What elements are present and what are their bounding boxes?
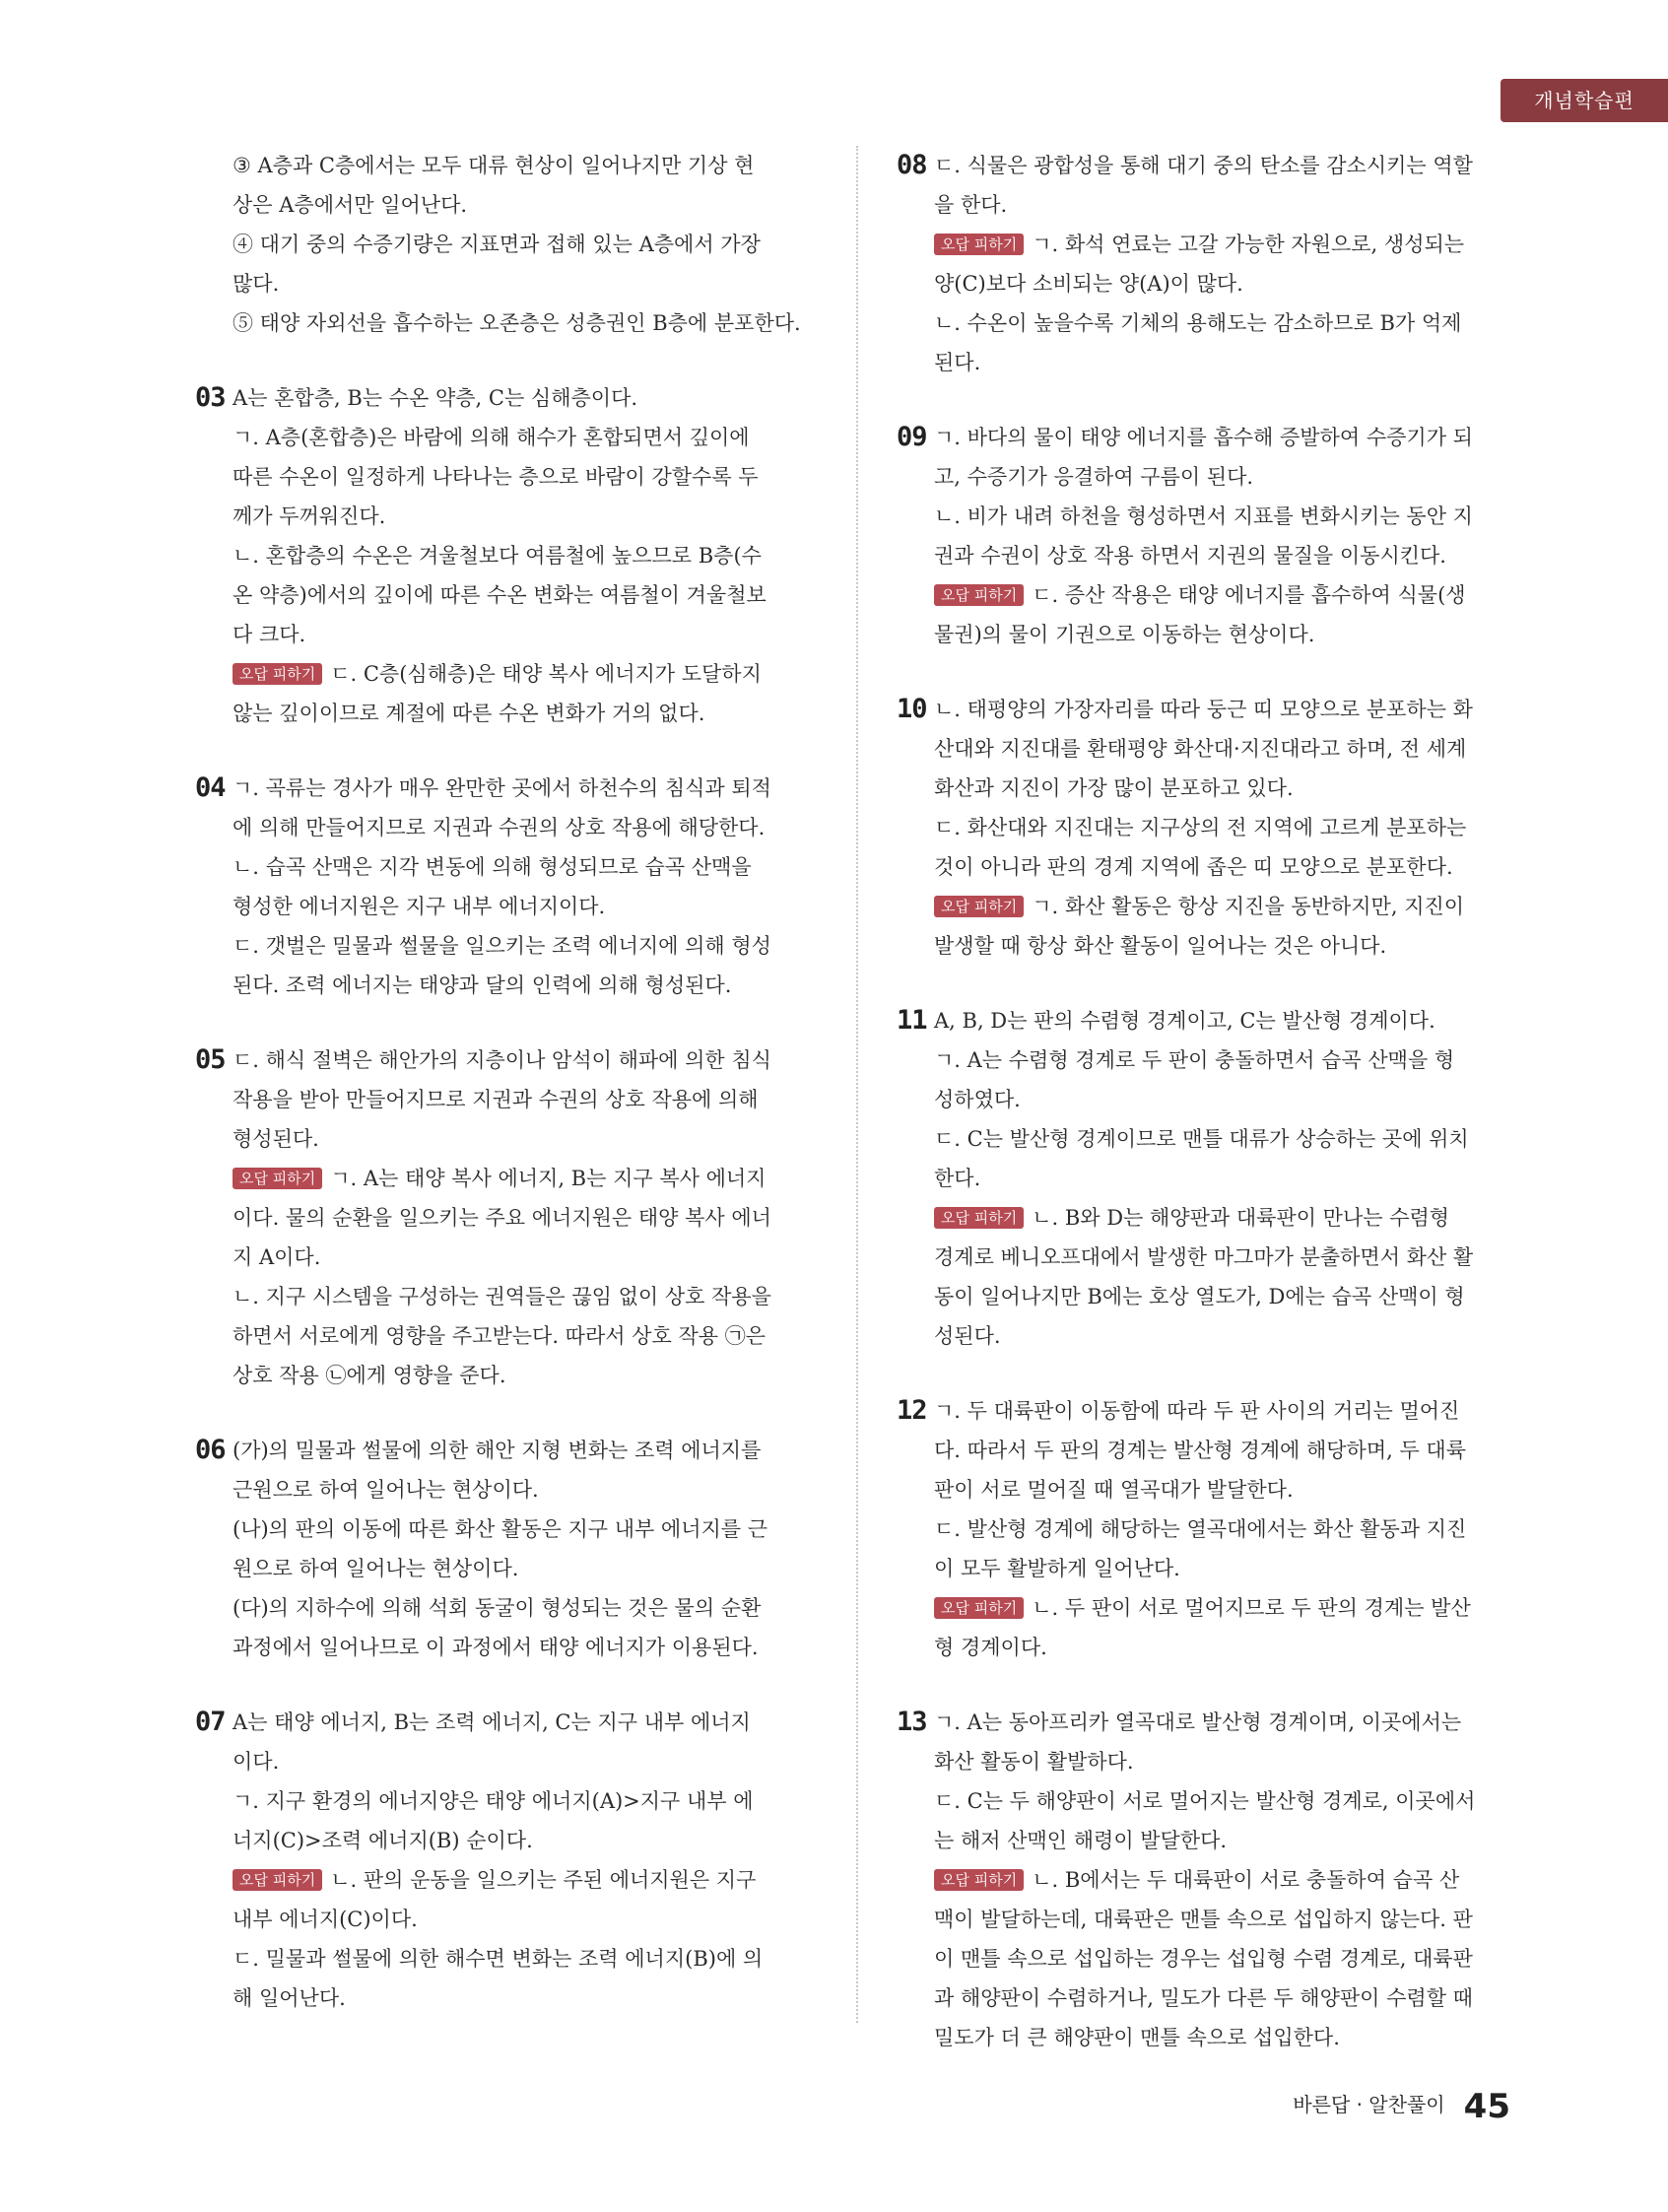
answer-text: ㄷ. C층(심해층)은 태양 복사 에너지가 도달하지 (330, 662, 762, 686)
answer-text: ㄷ. 갯벌은 밀물과 썰물을 일으키는 조력 에너지에 의해 형성 (233, 934, 771, 958)
answer-line (934, 575, 1517, 615)
answer-text: 하면서 서로에게 영향을 주고받는다. 따라서 상호 작용 ㉠은 (233, 1324, 766, 1348)
answer-line (233, 1588, 816, 1628)
answer-item (195, 146, 816, 343)
section-tab: 개념학습편 (1501, 79, 1668, 122)
column-divider (856, 146, 858, 2023)
answer-line (233, 1431, 816, 1470)
answer-text: ㄱ. 화석 연료는 고갈 가능한 자원으로, 생성되는 (1032, 233, 1465, 256)
answer-text: 온 약층)에서의 깊이에 따른 수온 변화는 여름철이 겨울철보 (233, 583, 767, 607)
answer-line (233, 966, 816, 1005)
question-number: 12 (897, 1395, 927, 1426)
wrong-answer-badge: 오답 피하기 (233, 663, 322, 685)
answer-text: 고, 수증기가 응결하여 구름이 된다. (934, 465, 1254, 489)
answer-line (233, 926, 816, 966)
answer-line (233, 1470, 816, 1509)
answer-line (934, 1900, 1517, 1939)
answer-line (233, 225, 816, 264)
question-number: 08 (897, 150, 927, 180)
answer-text: 권과 수권이 상호 작용 하면서 지권의 물질을 이동시킨다. (934, 544, 1446, 568)
answer-text: 께가 두꺼워진다. (233, 504, 386, 528)
answer-text: ㄱ. 두 대륙판이 이동함에 따라 두 판 사이의 거리는 멀어진 (934, 1399, 1460, 1423)
answer-text: 상은 A층에서만 일어난다. (233, 193, 468, 217)
answer-text: ⑤ 태양 자외선을 흡수하는 오존층은 성층권인 B층에 분포한다. (233, 311, 801, 335)
footer-text: 바른답 · 알찬풀이 (1293, 2093, 1445, 2116)
answer-item (897, 1703, 1517, 2057)
answer-line (233, 457, 816, 497)
answer-text: ㄴ. B와 D는 해양판과 대륙판이 만나는 수렴형 (1032, 1206, 1450, 1230)
answer-item (897, 146, 1517, 382)
answer-line (233, 1159, 816, 1198)
answer-line (233, 1198, 816, 1238)
answer-text: 이 모두 활발하게 일어난다. (934, 1557, 1180, 1580)
answer-line (233, 1316, 816, 1356)
answer-text: ㄷ. 발산형 경계에 해당하는 열곡대에서는 화산 활동과 지진 (934, 1517, 1467, 1541)
answer-text: ㄱ. A층(혼합층)은 바람에 의해 해수가 혼합되면서 깊이에 (233, 426, 750, 449)
answer-text: ㄷ. C는 발산형 경계이므로 맨틀 대류가 상승하는 곳에 위치 (934, 1127, 1469, 1151)
answer-text: ㄱ. A는 동아프리카 열곡대로 발산형 경계이며, 이곳에서는 (934, 1710, 1462, 1734)
answer-line (934, 1391, 1517, 1431)
answer-line (233, 575, 816, 615)
answer-line (233, 1703, 816, 1742)
answer-text: 경계로 베니오프대에서 발생한 마그마가 분출하면서 화산 활 (934, 1245, 1474, 1269)
answer-line (233, 654, 816, 694)
wrong-answer-badge: 오답 피하기 (233, 1168, 322, 1189)
answer-text: 성하였다. (934, 1088, 1021, 1111)
answer-text: (다)의 지하수에 의해 석회 동굴이 형성되는 것은 물의 순환 (233, 1596, 762, 1620)
answer-item (897, 1001, 1517, 1356)
answer-text: ㄱ. 곡류는 경사가 매우 완만한 곳에서 하천수의 침식과 퇴적 (233, 776, 771, 800)
answer-line (934, 1431, 1517, 1470)
answer-line (934, 1119, 1517, 1159)
answer-text: 동이 일어나지만 B에는 호상 열도가, D에는 습곡 산맥이 형 (934, 1285, 1465, 1308)
answer-text: 한다. (934, 1167, 981, 1190)
answer-line (233, 1080, 816, 1119)
answer-text: ㄴ. 수온이 높을수록 기체의 용해도는 감소하므로 B가 억제 (934, 311, 1462, 335)
answer-text: 내부 에너지(C)이다. (233, 1908, 418, 1931)
answer-item (897, 1391, 1517, 1667)
answer-line (934, 536, 1517, 575)
answer-line (934, 497, 1517, 536)
question-number: 03 (195, 382, 226, 413)
answer-line (233, 1939, 816, 1978)
answer-text: ㄴ. 두 판이 서로 멀어지므로 두 판의 경계는 발산 (1032, 1596, 1471, 1620)
answer-line (233, 185, 816, 225)
wrong-answer-badge: 오답 피하기 (934, 1869, 1024, 1891)
answer-text: 이다. (233, 1750, 280, 1774)
wrong-answer-badge: 오답 피하기 (934, 234, 1024, 255)
answer-line (233, 1900, 816, 1939)
answer-text: 양(C)보다 소비되는 양(A)이 많다. (934, 272, 1243, 296)
answer-line (934, 690, 1517, 729)
answer-item (897, 418, 1517, 654)
answer-line (233, 264, 816, 303)
answer-line (934, 1509, 1517, 1549)
answer-text: ㄴ. 비가 내려 하천을 형성하면서 지표를 변화시키는 동안 지 (934, 504, 1473, 528)
answer-text: ㄴ. 지구 시스템을 구성하는 권역들은 끊임 없이 상호 작용을 (233, 1285, 771, 1308)
answer-line (233, 1978, 816, 2018)
answer-line (934, 225, 1517, 264)
answer-item (897, 690, 1517, 966)
answer-text: ㄴ. 혼합층의 수온은 겨울철보다 여름철에 높으므로 B층(수 (233, 544, 762, 568)
question-number: 10 (897, 694, 927, 724)
question-number: 06 (195, 1435, 226, 1465)
answer-line (233, 847, 816, 887)
answer-line (934, 303, 1517, 343)
answer-text: 화산과 지진이 가장 많이 분포하고 있다. (934, 776, 1294, 800)
answer-line (233, 1628, 816, 1667)
answer-text: 을 한다. (934, 193, 1008, 217)
answer-text: ㄷ. 해식 절벽은 해안가의 지층이나 암석이 해파에 의한 침식 (233, 1048, 771, 1072)
answer-text: ㄷ. 화산대와 지진대는 지구상의 전 지역에 고르게 분포하는 (934, 816, 1467, 839)
answer-line (934, 1549, 1517, 1588)
answer-text: ㄷ. 증산 작용은 태양 에너지를 흡수하여 식물(생 (1032, 583, 1466, 607)
answer-text: 밀도가 더 큰 해양판이 맨틀 속으로 섭입한다. (934, 2026, 1340, 2049)
answer-text: A, B, D는 판의 수렴형 경계이고, C는 발산형 경계이다. (934, 1009, 1435, 1033)
answer-line (934, 808, 1517, 847)
answer-line (934, 1470, 1517, 1509)
answer-text: 많다. (233, 272, 280, 296)
answer-line (233, 146, 816, 185)
page-number: 45 (1463, 2087, 1510, 2126)
answer-line (934, 1277, 1517, 1316)
answer-line (233, 694, 816, 733)
answer-line (233, 1119, 816, 1159)
answer-line (934, 729, 1517, 769)
answer-line (934, 1316, 1517, 1356)
answer-text: 상호 작용 ㉡에게 영향을 준다. (233, 1364, 506, 1387)
answer-text: 따른 수온이 일정하게 나타나는 층으로 바람이 강할수록 두 (233, 465, 759, 489)
answer-text: ④ 대기 중의 수증기량은 지표면과 접해 있는 A층에서 가장 (233, 233, 761, 256)
answer-line (233, 1781, 816, 1821)
answer-line (934, 1040, 1517, 1080)
answer-text: 이 맨틀 속으로 섭입하는 경우는 섭입형 수렴 경계로, 대륙판 (934, 1947, 1473, 1971)
answer-text: 지 A이다. (233, 1245, 321, 1269)
answer-line (233, 378, 816, 418)
answer-text: 원으로 하여 일어나는 현상이다. (233, 1557, 519, 1580)
answer-text: ㄷ. C는 두 해양판이 서로 멀어지는 발산형 경계로, 이곳에서 (934, 1789, 1476, 1813)
question-number: 05 (195, 1044, 226, 1075)
answer-text: ㄱ. A는 수렴형 경계로 두 판이 충돌하면서 습곡 산맥을 형 (934, 1048, 1455, 1072)
answer-text: 형성된다. (233, 1127, 319, 1151)
answer-text: 화산 활동이 활발하다. (934, 1750, 1134, 1774)
answer-text: 에 의해 만들어지므로 지권과 수권의 상호 작용에 해당한다. (233, 816, 766, 839)
answer-text: ㄴ. 태평양의 가장자리를 따라 둥근 띠 모양으로 분포하는 화 (934, 698, 1473, 721)
answer-text: ③ A층과 C층에서는 모두 대류 현상이 일어나지만 기상 현 (233, 154, 755, 177)
answer-line (233, 1277, 816, 1316)
answer-text: ㄷ. 식물은 광합성을 통해 대기 중의 탄소를 감소시키는 역할 (934, 154, 1473, 177)
answer-text: 이다. 물의 순환을 일으키는 주요 에너지원은 태양 복사 에너 (233, 1206, 771, 1230)
answer-line (233, 1040, 816, 1080)
answer-line (233, 1549, 816, 1588)
right-column (897, 146, 1517, 2093)
answer-text: 과정에서 일어나므로 이 과정에서 태양 에너지가 이용된다. (233, 1636, 759, 1659)
answer-text: ㄷ. 밀물과 썰물에 의한 해수면 변화는 조력 에너지(B)에 의 (233, 1947, 764, 1971)
answer-line (934, 1978, 1517, 2018)
answer-line (934, 926, 1517, 966)
answer-text: 다 크다. (233, 623, 306, 646)
answer-item (195, 769, 816, 1005)
answer-line (934, 615, 1517, 654)
page-footer (1293, 2087, 1510, 2126)
answer-line (934, 185, 1517, 225)
answer-line (934, 1781, 1517, 1821)
answer-text: 것이 아니라 판의 경계 지역에 좁은 띠 모양으로 분포한다. (934, 855, 1453, 879)
left-column (195, 146, 816, 2053)
answer-text: ㄴ. 습곡 산맥은 지각 변동에 의해 형성되므로 습곡 산맥을 (233, 855, 752, 879)
answer-text: ㄴ. 판의 운동을 일으키는 주된 에너지원은 지구 (330, 1868, 757, 1892)
answer-text: 작용을 받아 만들어지므로 지권과 수권의 상호 작용에 의해 (233, 1088, 759, 1111)
answer-line (934, 1628, 1517, 1667)
answer-text: 않는 깊이이므로 계절에 따른 수온 변화가 거의 없다. (233, 702, 705, 725)
answer-line (233, 1860, 816, 1900)
question-number: 13 (897, 1707, 927, 1737)
answer-line (233, 1509, 816, 1549)
answer-text: 형성한 에너지원은 지구 내부 에너지이다. (233, 895, 606, 918)
answer-text: 다. 따라서 두 판의 경계는 발산형 경계에 해당하며, 두 대륙 (934, 1439, 1467, 1462)
answer-line (934, 1742, 1517, 1781)
answer-text: ㄱ. A는 태양 복사 에너지, B는 지구 복사 에너지 (330, 1167, 767, 1190)
answer-line (934, 887, 1517, 926)
answer-line (934, 1198, 1517, 1238)
answer-text: 형 경계이다. (934, 1636, 1047, 1659)
question-number: 09 (897, 422, 927, 452)
answer-line (934, 146, 1517, 185)
answer-text: 는 해저 산맥인 해령이 발달한다. (934, 1829, 1228, 1852)
answer-line (233, 769, 816, 808)
answer-line (934, 457, 1517, 497)
answer-text: 성된다. (934, 1324, 1001, 1348)
answer-text: 판이 서로 멀어질 때 열곡대가 발달한다. (934, 1478, 1294, 1502)
wrong-answer-badge: 오답 피하기 (934, 1597, 1024, 1619)
answer-line (233, 1356, 816, 1395)
answer-text: ㄱ. 바다의 물이 태양 에너지를 흡수해 증발하여 수증기가 되 (934, 426, 1473, 449)
answer-line (934, 1703, 1517, 1742)
answer-item (195, 1431, 816, 1667)
answer-text: ㄱ. 화산 활동은 항상 지진을 동반하지만, 지진이 (1032, 895, 1465, 918)
answer-item (195, 378, 816, 733)
answer-line (233, 615, 816, 654)
answer-text: 된다. (934, 351, 981, 374)
answer-text: ㄱ. 지구 환경의 에너지양은 태양 에너지(A)>지구 내부 에 (233, 1789, 754, 1813)
answer-text: A는 태양 에너지, B는 조력 에너지, C는 지구 내부 에너지 (233, 1710, 751, 1734)
answer-line (233, 887, 816, 926)
answer-line (233, 1238, 816, 1277)
answer-text: (나)의 판의 이동에 따른 화산 활동은 지구 내부 에너지를 근 (233, 1517, 768, 1541)
answer-line (934, 343, 1517, 382)
answer-line (934, 1080, 1517, 1119)
question-number: 04 (195, 772, 226, 803)
answer-line (934, 847, 1517, 887)
answer-line (934, 1939, 1517, 1978)
wrong-answer-badge: 오답 피하기 (934, 584, 1024, 606)
answer-line (934, 769, 1517, 808)
answer-text: 맥이 발달하는데, 대륙판은 맨틀 속으로 섭입하지 않는다. 판 (934, 1908, 1473, 1931)
answer-line (934, 418, 1517, 457)
answer-text: A는 혼합층, B는 수온 약층, C는 심해층이다. (233, 386, 638, 410)
answer-line (934, 1588, 1517, 1628)
answer-text: 된다. 조력 에너지는 태양과 달의 인력에 의해 형성된다. (233, 973, 732, 997)
answer-text: ㄴ. B에서는 두 대륙판이 서로 충돌하여 습곡 산 (1032, 1868, 1460, 1892)
answer-item (195, 1703, 816, 2018)
answer-line (233, 1821, 816, 1860)
answer-line (233, 303, 816, 343)
answer-text: 근원으로 하여 일어나는 현상이다. (233, 1478, 539, 1502)
wrong-answer-badge: 오답 피하기 (233, 1869, 322, 1891)
question-number: 11 (897, 1005, 927, 1036)
answer-line (934, 264, 1517, 303)
wrong-answer-badge: 오답 피하기 (934, 1207, 1024, 1229)
answer-text: 산대와 지진대를 환태평양 화산대·지진대라고 하며, 전 세계 (934, 737, 1467, 761)
answer-line (233, 808, 816, 847)
answer-line (934, 1001, 1517, 1040)
answer-line (233, 418, 816, 457)
answer-line (934, 1159, 1517, 1198)
answer-line (233, 536, 816, 575)
answer-text: 물권)의 물이 기권으로 이동하는 현상이다. (934, 623, 1315, 646)
answer-line (934, 2018, 1517, 2057)
question-number: 07 (195, 1707, 226, 1737)
answer-line (233, 1742, 816, 1781)
answer-text: 과 해양판이 수렴하거나, 밀도가 다른 두 해양판이 수렴할 때 (934, 1986, 1473, 2010)
answer-line (934, 1860, 1517, 1900)
answer-line (934, 1821, 1517, 1860)
answer-text: 해 일어난다. (233, 1986, 346, 2010)
answer-item (195, 1040, 816, 1395)
answer-text: 발생할 때 항상 화산 활동이 일어나는 것은 아니다. (934, 934, 1387, 958)
answer-line (233, 497, 816, 536)
answer-text: (가)의 밀물과 썰물에 의한 해안 지형 변화는 조력 에너지를 (233, 1439, 762, 1462)
answer-text: 너지(C)>조력 에너지(B) 순이다. (233, 1829, 533, 1852)
answer-line (934, 1238, 1517, 1277)
wrong-answer-badge: 오답 피하기 (934, 896, 1024, 917)
